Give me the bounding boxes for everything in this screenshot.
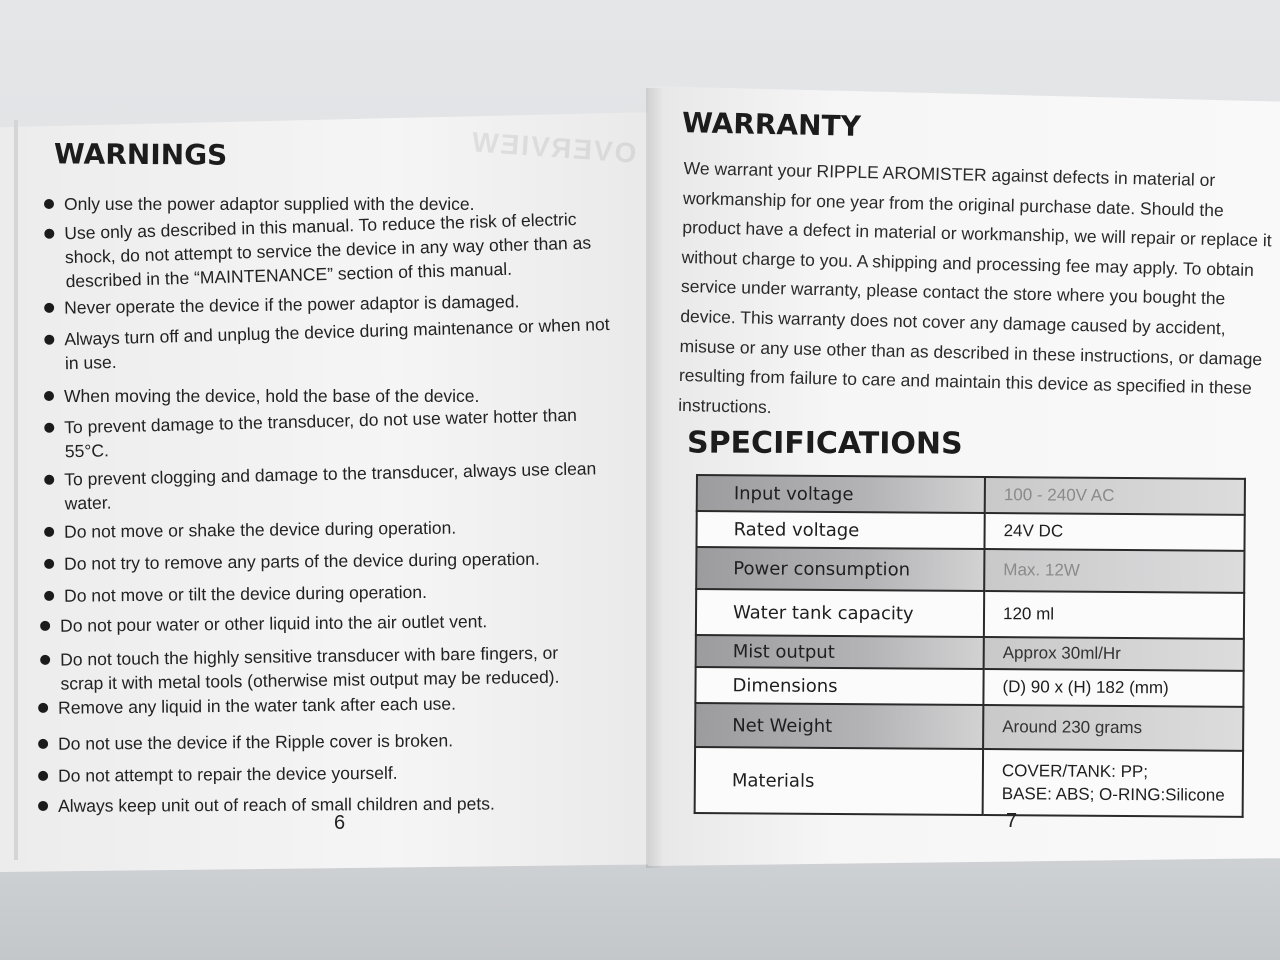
warning-item: [38, 580, 427, 608]
spec-label: Dimensions: [695, 667, 983, 705]
warranty-paragraph: We warrant your RIPPLE AROMISTER against defects in material or workmanship for one year from the original purchase date. Should the product have a defect in material or workmanship, we will repair or replace it without charge to you. A shipping and processing fee may apply. To obtain service under warranty, please contact the store where you bought the device. This warranty does not cover any damage caused by accident, misuse or any use other than as described in these instructions, or damage resulting from failure to care and maintain this device as specified in these instructions.: [678, 157, 1272, 417]
warning-item: [38, 207, 592, 294]
booklet-gutter: [646, 88, 664, 868]
bullet-icon: [44, 423, 54, 433]
warning-text: Always keep unit out of reach of small children and pets.: [58, 793, 495, 816]
spec-row: [695, 703, 1243, 751]
spec-label: Net Weight: [695, 703, 983, 749]
spec-value: (D) 90 x (H) 182 (mm): [983, 669, 1243, 707]
spec-row: [697, 475, 1245, 515]
page-number-left: 6: [334, 812, 346, 834]
bullet-icon: [44, 475, 54, 485]
warning-text: Do not attempt to repair the device yourself.: [58, 762, 398, 786]
spec-label: Materials: [695, 747, 983, 815]
specifications-heading: SPECIFICATIONS: [686, 425, 963, 462]
warning-text: Use only as described in this manual. To reduce the risk of electric shock, do not attempt to service the device in any way other than as described in the “MAINTENANCE” section of this manual.: [64, 208, 592, 292]
warning-text: Always turn off and unplug the device during maintenance or when not in use.: [64, 314, 610, 374]
warning-text: Remove any liquid in the water tank after each use.: [58, 693, 457, 718]
warnings-heading: WARNINGS: [53, 137, 228, 172]
bullet-icon: [44, 335, 54, 345]
spec-label: Input voltage: [697, 475, 985, 513]
warning-item: [34, 641, 560, 696]
specifications-table: [694, 474, 1246, 818]
warning-text: When moving the device, hold the base of the device.: [64, 386, 480, 406]
bullet-icon: [38, 771, 48, 781]
spec-row: [695, 747, 1243, 817]
bullet-icon: [44, 229, 54, 239]
warning-text: Do not touch the highly sensitive transducer with bare fingers, or scrap it with metal tools (otherwise mist output may be reduced).: [60, 642, 560, 694]
spec-label: Rated voltage: [696, 511, 984, 549]
warning-text: Never operate the device if the power adaptor is damaged.: [64, 291, 520, 318]
bullet-icon: [38, 801, 48, 811]
bullet-icon: [44, 199, 54, 209]
bullet-icon: [44, 391, 54, 401]
spec-label: Mist output: [696, 635, 984, 669]
warning-item: [32, 792, 495, 818]
warning-item: [38, 516, 456, 544]
spec-row: [696, 547, 1244, 593]
spec-row: [696, 589, 1244, 639]
warning-text: To prevent clogging and damage to the transducer, always use clean water.: [64, 458, 597, 514]
spec-label: Water tank capacity: [696, 589, 984, 637]
page-number-right: 7: [1006, 810, 1018, 832]
warning-text: Do not move or shake the device during operation.: [64, 517, 457, 542]
warning-item: [32, 728, 453, 756]
page-edge-strip: [14, 120, 18, 860]
spec-row: [696, 511, 1244, 551]
spec-row: [695, 667, 1243, 707]
warning-text: Do not use the device if the Ripple cover is broken.: [58, 730, 454, 754]
warranty-heading: WARRANTY: [681, 106, 862, 143]
bullet-icon: [44, 559, 54, 569]
bullet-icon: [44, 303, 54, 313]
warning-item: [34, 609, 487, 638]
spec-value: 120 ml: [984, 591, 1244, 639]
bullet-icon: [44, 527, 54, 537]
spec-value: 24V DC: [984, 513, 1244, 551]
bullet-icon: [40, 655, 50, 665]
spec-value: COVER/TANK: PP; BASE: ABS; O-RING:Silicone: [983, 749, 1243, 817]
spec-row: [696, 635, 1244, 671]
warning-item: [38, 384, 479, 408]
spec-label: Power consumption: [696, 547, 984, 591]
warning-text: Do not pour water or other liquid into the air outlet vent.: [60, 611, 488, 636]
bullet-icon: [38, 703, 48, 713]
warning-item: [32, 692, 456, 720]
spec-value: 100 - 240V AC: [985, 477, 1245, 515]
spec-value: Around 230 grams: [983, 705, 1243, 751]
warning-text: Only use the power adaptor supplied with the device.: [64, 194, 475, 214]
spec-value: Max. 12W: [984, 549, 1244, 593]
spec-value: Approx 30ml/Hr: [984, 637, 1244, 671]
warning-text: To prevent damage to the transducer, do not use water hotter than 55°C.: [64, 404, 578, 462]
show-through-text: OVERVIEW: [469, 126, 638, 169]
warning-text: Do not move or tilt the device during operation.: [64, 581, 428, 606]
bullet-icon: [38, 739, 48, 749]
bullet-icon: [40, 621, 50, 631]
warning-item: [32, 761, 398, 788]
warning-text: Do not try to remove any parts of the device during operation.: [64, 548, 540, 574]
bullet-icon: [44, 591, 54, 601]
